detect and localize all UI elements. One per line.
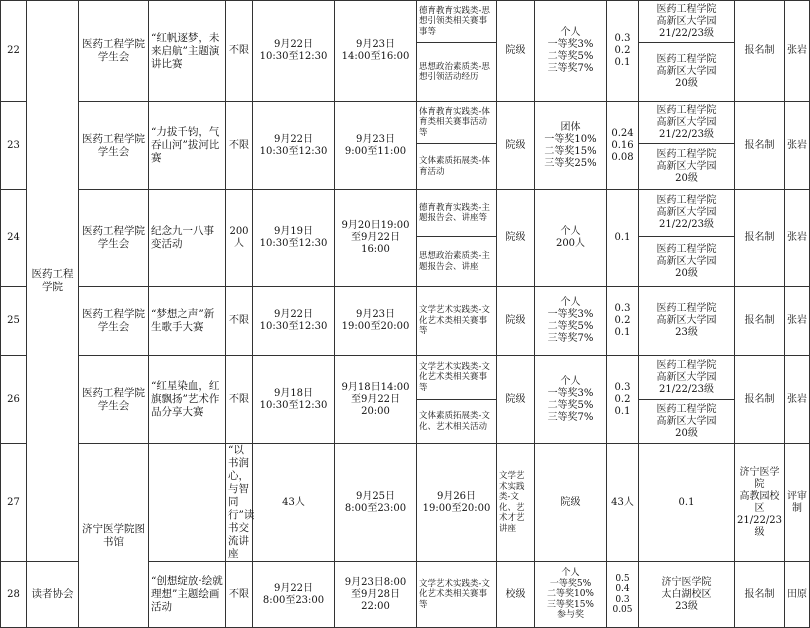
target-cell: 济宁医学院 太白湖校区 23级 <box>639 562 735 628</box>
row-number: 24 <box>1 190 27 287</box>
level-cell: 院级 <box>497 190 535 287</box>
contact-cell: 张岩 <box>785 1 810 102</box>
title-cell: “梦想之声”新生歌手大赛 <box>149 287 226 356</box>
title-cell: “红星染血，红旗飘扬”艺术作品分享大赛 <box>149 356 226 444</box>
target-cell: 医药工程学院 高新区大学园 20级 <box>639 43 735 102</box>
type-cell: 文学艺术实践类-文化艺术类相关赛事等 <box>417 287 497 356</box>
org-cell: 医药工程学院学生会 <box>79 190 149 287</box>
awards-cell: 个人 一等奖3% 二等奖5% 三等奖7% <box>535 287 607 356</box>
org-cell: 读者协会 <box>27 562 79 628</box>
org-cell <box>149 444 226 562</box>
signup-cell: 9月22日 10:30至12:30 <box>253 102 335 190</box>
method-cell: 评审制 <box>785 444 810 562</box>
contact-cell: 张岩 <box>785 102 810 190</box>
limit-cell: 不限 <box>226 102 253 190</box>
table-row <box>1 444 810 562</box>
awards-cell: 个人 200人 <box>535 190 607 287</box>
table-row <box>1 102 810 144</box>
scores-cell: 0.3 0.2 0.1 <box>607 287 639 356</box>
table-row <box>1 287 810 356</box>
level-cell: 院级 <box>535 444 607 562</box>
table-row <box>1 190 810 237</box>
scores-cell: 0.3 0.2 0.1 <box>607 356 639 444</box>
awards-cell: 个人 一等奖3% 二等奖5% 三等奖7% <box>535 356 607 444</box>
limit-cell: 不限 <box>226 562 253 628</box>
title-cell: “红帆逐梦，未来启航”主题演讲比赛 <box>149 1 226 102</box>
type-cell: 德育教育实践类-主题报告会、讲座等 <box>417 190 497 237</box>
awards-cell: 个人 一等奖5% 二等奖10% 三等奖15% 参与奖 <box>535 562 607 628</box>
method-cell: 报名制 <box>735 1 785 102</box>
level-cell: 校级 <box>497 562 535 628</box>
target-cell: 医药工程学院 高新区大学园 20级 <box>639 144 735 190</box>
contact-cell: 张岩 <box>785 356 810 444</box>
target-cell: 医药工程学院 高新区大学园 20级 <box>639 237 735 287</box>
college-group-cell: 医药工程学院 <box>27 1 79 562</box>
target-cell: 医药工程学院 高新区大学园 23级 <box>639 287 735 356</box>
target-cell: 医药工程学院 高新区大学园 20级 <box>639 400 735 444</box>
type-cell: 体育教育实践类-体育类相关赛事活动等 <box>417 102 497 144</box>
scores-cell: 0.1 <box>607 190 639 287</box>
type-cell: 文学艺术实践类-文化艺术类相关赛事等 <box>417 562 497 628</box>
org-cell: 医药工程学院学生会 <box>79 356 149 444</box>
contact-cell: 田原 <box>785 562 810 628</box>
method-cell: 报名制 <box>735 190 785 287</box>
row-number: 23 <box>1 102 27 190</box>
org-cell: 医药工程学院学生会 <box>79 287 149 356</box>
type-cell: 文体素质拓展类-文化、艺术相关活动 <box>417 400 497 444</box>
awards-cell: 个人 一等奖3% 二等奖5% 三等奖7% <box>535 1 607 102</box>
scores-cell: 0.5 0.4 0.3 0.05 <box>607 562 639 628</box>
scores-cell: 0.3 0.2 0.1 <box>607 1 639 102</box>
contact-cell: 张岩 <box>785 190 810 287</box>
method-cell: 报名制 <box>735 356 785 444</box>
row-number: 27 <box>1 444 27 562</box>
method-cell: 报名制 <box>735 102 785 190</box>
time-cell: 9月26日 19:00至20:00 <box>417 444 497 562</box>
org-cell: 医药工程学院学生会 <box>79 1 149 102</box>
type-cell: 德育教育实践类-思想引领类相关赛事事等 <box>417 1 497 43</box>
level-cell: 院级 <box>497 287 535 356</box>
method-cell: 报名制 <box>735 287 785 356</box>
table-row <box>1 1 810 43</box>
type-cell: 思想政治素质类-主题报告会、讲座 <box>417 237 497 287</box>
awards-cell: 团体 一等奖10% 二等奖15% 三等奖25% <box>535 102 607 190</box>
signup-cell: 9月25日 8:00至23:00 <box>335 444 417 562</box>
signup-cell: 9月22日 10:30至12:30 <box>253 287 335 356</box>
row-number: 25 <box>1 287 27 356</box>
row-number: 22 <box>1 1 27 102</box>
title-cell: “力拔千钧，气吞山河”拔河比赛 <box>149 102 226 190</box>
scores-cell: 0.1 <box>639 444 735 562</box>
table-row <box>1 356 810 400</box>
signup-cell: 9月19日 10:30至12:30 <box>253 190 335 287</box>
time-cell: 9月20日19:00 至9月22日16:00 <box>335 190 417 287</box>
level-cell: 院级 <box>497 356 535 444</box>
target-cell: 医药工程学院 高新区大学园 21/22/23级 <box>639 190 735 237</box>
type-cell: 思想政治素质类-思想引领活动经历 <box>417 43 497 102</box>
target-cell: 医药工程学院 高新区大学园 21/22/23级 <box>639 102 735 144</box>
type-cell: 文体素质拓展类-体育活动 <box>417 144 497 190</box>
target-cell: 医药工程学院 高新区大学园 21/22/23级 <box>639 1 735 43</box>
level-cell: 院级 <box>497 102 535 190</box>
limit-cell: 不限 <box>226 287 253 356</box>
type-cell: 文学艺术实践类-文化艺术类相关赛事等 <box>417 356 497 400</box>
limit-cell: 不限 <box>226 356 253 444</box>
row-number: 28 <box>1 562 27 628</box>
limit-cell: 43人 <box>253 444 335 562</box>
org-cell: 医药工程学院学生会 <box>79 102 149 190</box>
title-cell: “以书润心，与智同行”读书交流讲座 <box>226 444 253 562</box>
row-number: 26 <box>1 356 27 444</box>
time-cell: 9月18日14:00 至9月22日20:00 <box>335 356 417 444</box>
signup-cell: 9月22日 8:00至23:00 <box>253 562 335 628</box>
scores-cell: 0.24 0.16 0.08 <box>607 102 639 190</box>
time-cell: 9月23日 19:00至20:00 <box>335 287 417 356</box>
contact-cell: 张岩 <box>785 287 810 356</box>
target-cell: 医药工程学院 高新区大学园 21/22/23级 <box>639 356 735 400</box>
library-group-cell: 济宁医学院图书馆 <box>79 444 149 628</box>
time-cell: 9月23日 9:00至11:00 <box>335 102 417 190</box>
limit-cell: 200人 <box>226 190 253 287</box>
signup-cell: 9月22日 10:30至12:30 <box>253 1 335 102</box>
signup-cell: 9月18日 10:30至12:30 <box>253 356 335 444</box>
target-cell: 济宁医学院 高教园校区 21/22/23级 <box>735 444 785 562</box>
method-cell: 报名制 <box>735 562 785 628</box>
limit-cell: 不限 <box>226 1 253 102</box>
title-cell: 纪念九一八事变活动 <box>149 190 226 287</box>
level-cell: 院级 <box>497 1 535 102</box>
time-cell: 9月23日8:00 至9月28日22:00 <box>335 562 417 628</box>
time-cell: 9月23日 14:00至16:00 <box>335 1 417 102</box>
type-cell: 文学艺术实践类-文化、艺术才艺讲座 <box>497 444 535 562</box>
title-cell: “创想绽放·绘就理想”主题绘画活动 <box>149 562 226 628</box>
awards-cell: 43人 <box>607 444 639 562</box>
